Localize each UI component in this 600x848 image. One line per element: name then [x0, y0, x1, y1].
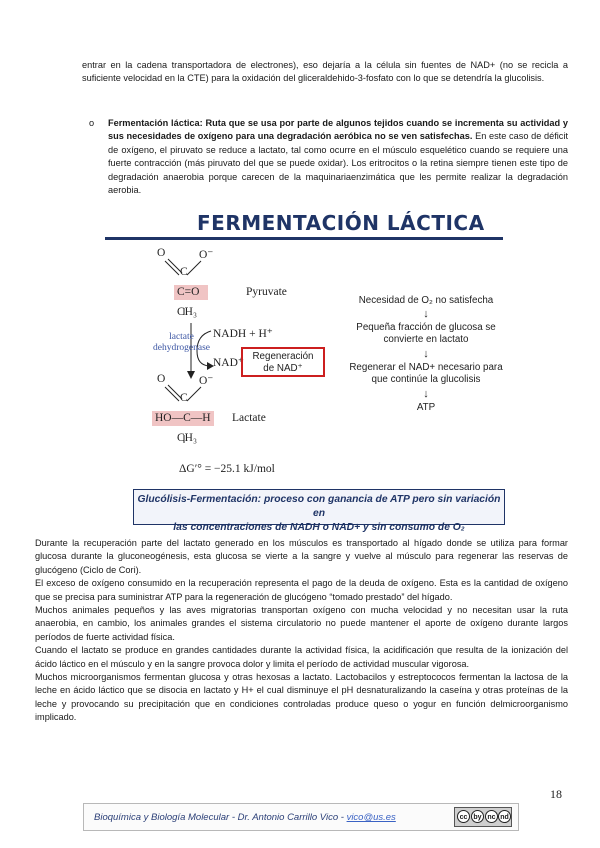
regeneration-box: [241, 347, 325, 377]
paragraph-animals: Muchos animales pequeños y las aves migratorias transportan oxígeno con mucha velocidad y no necesitan usar la ruta anaerobia, en cambio, los animales grandes el sistema circulatorio no puede mantener el aporte de oxígeno durante largos períodos de fuerte actividad física.: [35, 605, 568, 642]
lactate-label: Lactate: [232, 412, 266, 424]
lactic-fermentation-figure: [95, 203, 515, 533]
enzyme-label: [153, 332, 210, 354]
paragraph-microorganisms: Muchos microorganismos fermentan glucosa y otras hexosas a lactato. Lactobacilos y estreptococos fermentan la lactosa de la leche en ácido láctico que se disocia en lactato y H+ el cual disminuye el pH desnaturalizando la caseína y otras proteínas de la leche y provocando su precipitación que en condiciones controladas produce queso o yogur en función delmicroorganismo implicado.: [35, 672, 568, 723]
flow-step-2: Pequeña fracción de glucosa se convierte en lactato: [356, 322, 496, 345]
paragraph-cori-cycle: Durante la recuperación parte del lactato generado en los músculos es transportado al hígado donde se utiliza para formar glucosa durante la gluconeogénesis, esta glucosa se vierte a la sangre y vuelve al músculo para regenerar las reservas de glucógeno (Ciclo de Cori).: [35, 538, 568, 575]
delta-g: ΔG′° = −25.1 kJ/mol: [179, 463, 275, 475]
cc-icon: cc: [457, 810, 470, 823]
flow-step-4: ATP: [416, 402, 436, 413]
flow-arrow-1: ↓: [423, 308, 429, 320]
paragraph-oxygen-debt: El exceso de oxígeno consumido en la recuperación representa el pago de la deuda de oxígeno. Esta es la cantidad de oxígeno que se precisa para suministrar ATP para la regeneración de glucógeno “tomado prestado” del hígado.: [35, 578, 568, 602]
lactate-oxygen: O: [157, 373, 166, 385]
flow-arrow-3: ↓: [423, 388, 429, 400]
footer-text: [94, 812, 396, 823]
nd-icon: nd: [498, 810, 511, 823]
flow-arrow-2: ↓: [423, 348, 429, 360]
page-number: 18: [550, 787, 562, 801]
pyruvate-label: Pyruvate: [246, 286, 287, 298]
intro-paragraph: entrar en la cadena transportadora de electrones), eso dejaría a la célula sin fuentes de NAD+ (no se recicla a suficiente velocidad en la CTE) para la oxidación del gliceraldehido-3-fosfato con lo que se detendría la glucolisis.: [82, 60, 568, 84]
lactate-ch3: CH₃: [177, 432, 197, 444]
figure-title-underline: [105, 237, 503, 240]
fermentation-paragraph: [108, 117, 568, 197]
flow-step-3: Regenerar el NAD+ necesario para que continúe la glucolisis: [349, 362, 503, 385]
lactate-hydroxyl: HO—C—H: [155, 412, 211, 424]
paragraph-acidification: Cuando el lactato se produce en grandes cantidades durante la actividad física, la acidificación que resulta de la ionización del ácido láctico en el músculo y en la sangre provoca dolor y limita el período de actividad muscular vigorosa.: [35, 645, 568, 669]
fermentation-lead: Fermentación láctica: Ruta que se usa por parte de algunos tejidos cuando se incrementa su actividad y sus necesidades de oxígeno para una degradación aeróbica no se ven satisfechas.: [108, 118, 568, 142]
body-text: [35, 537, 568, 725]
pyruvate-ch3: CH₃: [177, 306, 197, 318]
figure-title: FERMENTACIÓN LÁCTICA: [197, 211, 485, 235]
footer-email-link[interactable]: vico@us.es: [346, 812, 396, 823]
nc-icon: nc: [485, 810, 498, 823]
regen-line2: de NAD⁺: [263, 363, 303, 374]
enzyme-line1: lactate: [169, 332, 194, 342]
fermentation-body: En este caso de déficit de oxígeno, el piruvato se reduce a lactato, tal como ocurre en el músculo esquelético cuando se requiere una fuerte contracción (más piruvato del que se puede oxidar). Los eritrocitos o la retina siempre tienen este tipo de degradación anaerobia porque carecen de la maquinariaenzimática que les permite realizar la degradación aerobia.: [108, 131, 568, 196]
by-icon: by: [471, 810, 484, 823]
regen-line1: Regeneración: [252, 351, 314, 362]
footer-credit: Bioquímica y Biología Molecular - Dr. Antonio Carrillo Vico -: [94, 812, 347, 823]
lactate-carbon: C: [180, 392, 188, 404]
nad-label: NAD⁺: [213, 357, 244, 369]
flow-step-1: Necesidad de O₂ no satisfecha: [358, 295, 494, 306]
caption-line2: las concentraciones de NADH o NAD+ y sin consumo de O₂: [173, 522, 465, 533]
bullet-marker: o: [89, 118, 95, 128]
caption-line1: Glucólisis-Fermentación: proceso con ganancia de ATP pero sin variación en: [137, 494, 501, 519]
footer: [83, 803, 519, 831]
lactate-oxygen-minus: O⁻: [199, 375, 214, 387]
figure-caption: [133, 489, 505, 533]
pyruvate-carbonyl: C=O: [177, 286, 200, 298]
enzyme-line2: dehydrogenase: [153, 343, 210, 353]
pyruvate-oxygen-minus: O⁻: [199, 249, 214, 261]
pyruvate-carbon: C: [180, 266, 188, 278]
cc-license-badge[interactable]: [454, 807, 512, 827]
pyruvate-oxygen: O: [157, 247, 166, 259]
nadh-label: NADH + H⁺: [213, 328, 273, 340]
